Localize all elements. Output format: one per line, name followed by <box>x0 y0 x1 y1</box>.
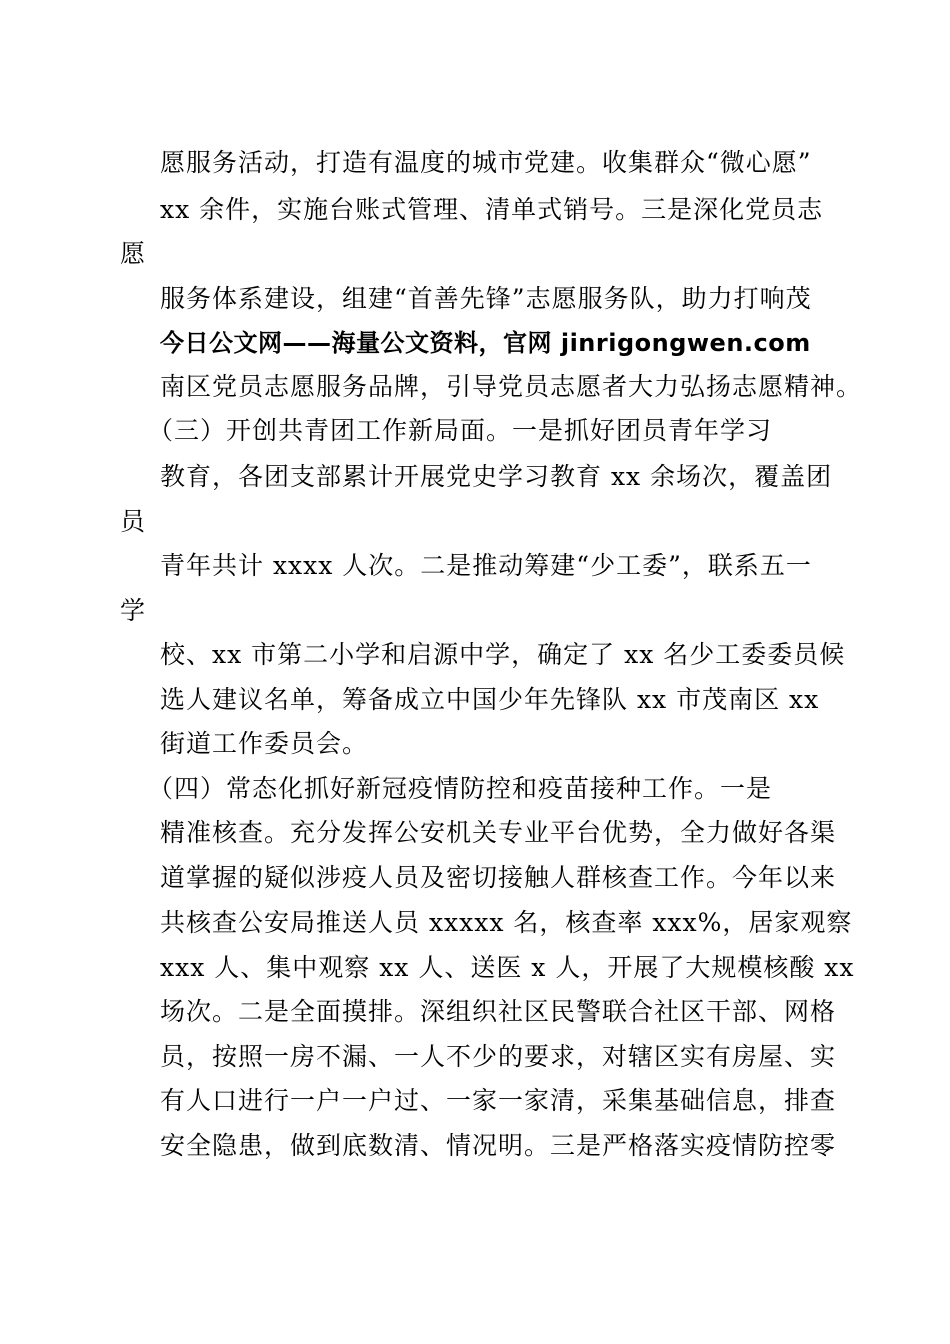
text-line-20: 员，按照一房不漏、一人不少的要求，对辖区实有房屋、实 <box>160 1042 837 1071</box>
text-line-22: 安全隐患，做到底数清、情况明。三是严格落实疫情防控零 <box>160 1131 837 1160</box>
text-line-2: xx 余件，实施台账式管理、清单式销号。三是深化党员志 <box>160 195 824 224</box>
section-heading-3: （三）开创共青团工作新局面。一是抓好团员青年学习 <box>148 416 773 445</box>
section-heading-4: （四）常态化抓好新冠疫情防控和疫苗接种工作。一是 <box>148 774 773 803</box>
text-line-12: 选人建议名单，筹备成立中国少年先锋队 xx 市茂南区 xx <box>160 685 820 714</box>
text-line-11: 校、xx 市第二小学和启源中学，确定了 xx 名少工委委员候 <box>160 640 846 669</box>
text-line-3: 愿 <box>120 239 147 268</box>
text-line-15: 精准核查。充分发挥公安机关专业平台优势，全力做好各渠 <box>160 818 837 847</box>
text-line-18: xxx 人、集中观察 xx 人、送医 x 人，开展了大规模核酸 xx <box>160 953 855 982</box>
text-line-21: 有人口进行一户一户过、一家一家清，采集基础信息，排查 <box>160 1086 837 1115</box>
text-line-5: 南区党员志愿服务品牌，引导党员志愿者大力弘扬志愿精神。 <box>160 372 863 401</box>
text-line-16: 道掌握的疑似涉疫人员及密切接触人群核查工作。今年以来 <box>160 863 837 892</box>
text-line-19: 场次。二是全面摸排。深组织社区民警联合社区干部、网格 <box>160 997 837 1026</box>
text-line-10: 学 <box>120 596 147 625</box>
text-line-7: 教育，各团支部累计开展党史学习教育 xx 余场次，覆盖团 <box>160 462 833 491</box>
text-line-17: 共核查公安局推送人员 xxxxx 名，核查率 xxx%，居家观察 <box>160 908 853 937</box>
text-line-13: 街道工作委员会。 <box>160 729 369 758</box>
text-line-8: 员 <box>120 507 147 536</box>
watermark-banner: 今日公文网——海量公文资料，官网 jinrigongwen.com <box>160 329 811 357</box>
text-line-1: 愿服务活动，打造有温度的城市党建。收集群众“微心愿” <box>160 148 812 177</box>
text-line-9: 青年共计 xxxx 人次。二是推动筹建“少工委”，联系五一 <box>160 551 812 580</box>
text-line-4: 服务体系建设，组建“首善先锋”志愿服务队，助力打响茂 <box>160 284 812 313</box>
